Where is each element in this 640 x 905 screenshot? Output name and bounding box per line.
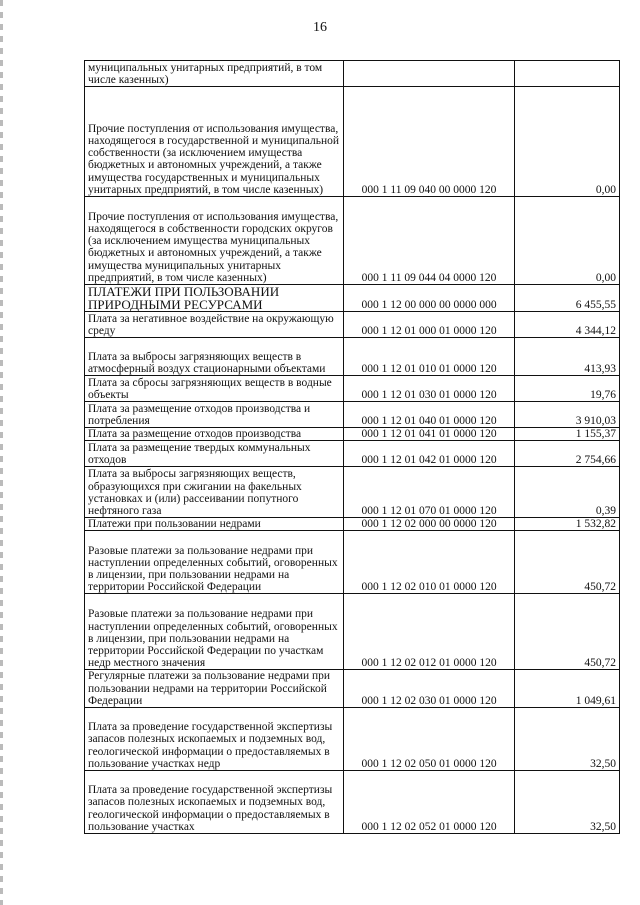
table-row	[85, 594, 620, 670]
row-description: Плата за негативное воздействие на окружающую среду	[85, 312, 344, 338]
row-amount: 450,72	[515, 531, 620, 594]
row-amount: 1 155,37	[515, 428, 620, 441]
scan-edge-marks	[0, 0, 3, 905]
table-row	[85, 402, 620, 428]
table-row	[85, 197, 620, 285]
row-amount	[515, 61, 620, 87]
table-row	[85, 708, 620, 771]
table-row	[85, 338, 620, 376]
table-body	[85, 61, 620, 834]
row-budget-code: 000 1 12 01 000 01 0000 120	[344, 312, 515, 338]
row-amount: 32,50	[515, 708, 620, 771]
table-row	[85, 531, 620, 594]
row-amount: 4 344,12	[515, 312, 620, 338]
row-description: Плата за проведение государственной экспертизы запасов полезных ископаемых и подземных вод, геологической информации о предоставляемых в пользование участках недр	[85, 708, 344, 771]
row-budget-code: 000 1 12 01 010 01 0000 120	[344, 338, 515, 376]
row-amount: 0,00	[515, 197, 620, 285]
row-description: ПЛАТЕЖИ ПРИ ПОЛЬЗОВАНИИ ПРИРОДНЫМИ РЕСУРСАМИ	[85, 285, 344, 312]
row-budget-code: 000 1 12 00 000 00 0000 000	[344, 285, 515, 312]
row-budget-code: 000 1 12 02 052 01 0000 120	[344, 771, 515, 834]
table-row	[85, 428, 620, 441]
row-description: Плата за размещение отходов производства	[85, 428, 344, 441]
row-amount: 19,76	[515, 376, 620, 402]
row-description: Плата за сбросы загрязняющих веществ в водные объекты	[85, 376, 344, 402]
row-amount: 1 532,82	[515, 518, 620, 531]
row-budget-code: 000 1 12 01 040 01 0000 120	[344, 402, 515, 428]
row-amount: 450,72	[515, 594, 620, 670]
table-row	[85, 285, 620, 312]
row-budget-code: 000 1 12 02 000 00 0000 120	[344, 518, 515, 531]
row-budget-code: 000 1 11 09 044 04 0000 120	[344, 197, 515, 285]
budget-revenue-table	[84, 60, 620, 834]
row-description: Плата за выбросы загрязняющих веществ в атмосферный воздух стационарными объектами	[85, 338, 344, 376]
row-budget-code: 000 1 12 01 030 01 0000 120	[344, 376, 515, 402]
row-amount: 413,93	[515, 338, 620, 376]
row-description: Разовые платежи за пользование недрами при наступлении определенных событий, оговоренных в лицензии, при пользовании недрами на территории Российской Федерации по участкам недр местного значения	[85, 594, 344, 670]
row-budget-code: 000 1 11 09 040 00 0000 120	[344, 87, 515, 197]
table-row	[85, 87, 620, 197]
row-budget-code: 000 1 12 02 012 01 0000 120	[344, 594, 515, 670]
row-amount: 1 049,61	[515, 670, 620, 708]
table-row	[85, 61, 620, 87]
row-amount: 0,00	[515, 87, 620, 197]
row-description: Плата за размещение отходов производства и потребления	[85, 402, 344, 428]
row-budget-code: 000 1 12 01 042 01 0000 120	[344, 441, 515, 467]
row-budget-code: 000 1 12 02 030 01 0000 120	[344, 670, 515, 708]
table-row	[85, 518, 620, 531]
row-description: Разовые платежи за пользование недрами при наступлении определенных событий, оговоренных в лицензии, при пользовании недрами на территории Российской Федерации	[85, 531, 344, 594]
row-budget-code: 000 1 12 01 070 01 0000 120	[344, 467, 515, 518]
table-row	[85, 376, 620, 402]
row-description: Плата за проведение государственной экспертизы запасов полезных ископаемых и подземных вод, геологической информации о предоставляемых в пользование участках	[85, 771, 344, 834]
row-amount: 3 910,03	[515, 402, 620, 428]
row-description: Регулярные платежи за пользование недрами при пользовании недрами на территории Российской Федерации	[85, 670, 344, 708]
row-amount: 6 455,55	[515, 285, 620, 312]
row-budget-code: 000 1 12 02 010 01 0000 120	[344, 531, 515, 594]
row-description: Плата за размещение твердых коммунальных отходов	[85, 441, 344, 467]
table-row	[85, 441, 620, 467]
row-amount: 32,50	[515, 771, 620, 834]
row-budget-code: 000 1 12 01 041 01 0000 120	[344, 428, 515, 441]
row-description: Платежи при пользовании недрами	[85, 518, 344, 531]
row-budget-code	[344, 61, 515, 87]
row-amount: 2 754,66	[515, 441, 620, 467]
table-row	[85, 312, 620, 338]
table-row	[85, 670, 620, 708]
table-row	[85, 467, 620, 518]
row-budget-code: 000 1 12 02 050 01 0000 120	[344, 708, 515, 771]
page-number: 16	[313, 20, 327, 35]
row-amount: 0,39	[515, 467, 620, 518]
table-row	[85, 771, 620, 834]
row-description: Прочие поступления от использования имущества, находящегося в государственной и муниципальной собственности (за исключением имущества бюджетных и автономных учреждений, а также имущества государственных и муниципальных унитарных предприятий, в том числе казенных)	[85, 87, 344, 197]
row-description: Плата за выбросы загрязняющих веществ, образующихся при сжигании на факельных установках и (или) рассеивании попутного нефтяного газа	[85, 467, 344, 518]
row-description: Прочие поступления от использования имущества, находящегося в собственности городских округов (за исключением имущества муниципальных бюджетных и автономных учреждений, а также имущества муниципальных унитарных предприятий, в том числе казенных)	[85, 197, 344, 285]
row-description: муниципальных унитарных предприятий, в том числе казенных)	[85, 61, 344, 87]
